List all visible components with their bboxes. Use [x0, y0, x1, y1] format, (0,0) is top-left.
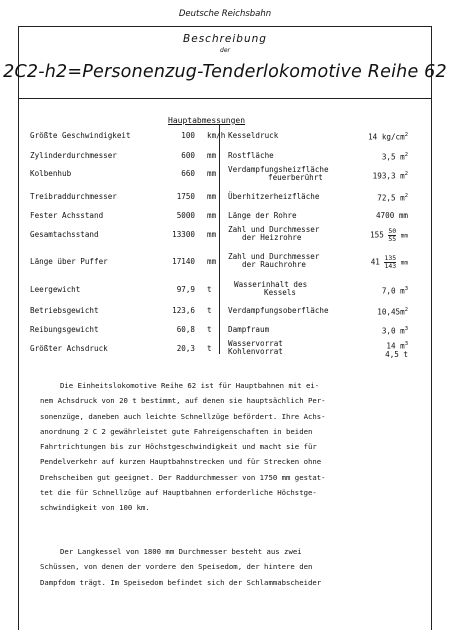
spec-unit: mm: [207, 230, 217, 239]
spec-label: Verdampfungsoberfläche: [228, 306, 329, 315]
text-line: Fahrtrichtungen bis zur Höchstgeschwindigkeit und macht sie für: [40, 442, 317, 452]
spec-label: Verdampfungsheizfläche feuerberührt: [228, 165, 329, 182]
spec-unit: t: [207, 325, 212, 334]
spec-value: 97,9: [176, 285, 195, 294]
document-type: Beschreibung: [183, 33, 267, 45]
spec-label: Größte Geschwindigkeit: [30, 131, 131, 140]
text-line: Dampfdom trägt. Im Speisedom befindet sich der Schlammabscheider: [40, 577, 322, 587]
spec-value: 660: [181, 169, 195, 178]
text-line: tet die für Schnellzüge auf Hauptbahnen erforderliche Höchstge-: [40, 488, 317, 498]
spec-label: Überhitzerheizfläche: [228, 192, 320, 201]
spec-unit: mm: [207, 257, 217, 266]
spec-label: Zylinderdurchmesser: [30, 151, 117, 160]
text-line: Schüssen, von denen der vordere den Speisedom, der hintere den: [40, 562, 313, 572]
spec-label: Zahl und Durchmesser der Heizrohre: [228, 225, 320, 242]
spec-value: 5000: [176, 211, 195, 220]
spec-value: $10,45m^2$: [377, 307, 408, 317]
spec-value: 13300: [172, 230, 195, 239]
spec-unit: mm: [207, 169, 217, 178]
spec-label: Wasserinhalt des Kessels: [234, 280, 308, 297]
spec-value: 600: [181, 151, 195, 160]
section-heading: Hauptabmessungen: [168, 116, 246, 125]
spec-value: 3,5 $m^2$: [381, 152, 408, 162]
spec-label: Zahl und Durchmesser der Rauchrohre: [228, 252, 320, 269]
text-line: anordnung 2 C 2 gewährleistet gute Fahreigenschaften in beiden: [40, 426, 313, 436]
text-line: nem Achsdruck von 20 t bestimmt, auf denen sie hauptsächlich Per-: [40, 396, 326, 406]
spec-value: 3,0 $m^3$: [381, 326, 408, 336]
spec-label: Länge über Puffer: [30, 257, 108, 266]
document-type-article: der: [220, 47, 230, 54]
description-paragraph: [40, 544, 410, 590]
spec-unit: t: [207, 285, 212, 294]
spec-unit: mm: [207, 151, 217, 160]
spec-label: Rostfläche: [228, 151, 274, 160]
spec-label: Dampfraum: [228, 325, 270, 334]
spec-label: Kolbenhub: [30, 169, 72, 178]
spec-label: Fester Achsstand: [30, 211, 104, 220]
spec-label: Leergewicht: [30, 285, 81, 294]
spec-unit: t: [207, 306, 212, 315]
text-line: schwindigkeit von 100 km.: [40, 503, 150, 513]
text-line: Der Langkessel von 1800 mm Durchmesser besteht aus zwei: [60, 547, 302, 556]
spec-unit: mm: [207, 192, 217, 201]
spec-value: 41 $\frac{135}{143}$ mm: [370, 254, 408, 270]
spec-value: 72,5 $m^2$: [377, 193, 408, 203]
organization-name: Deutsche Reichsbahn: [178, 9, 272, 19]
spec-value: 17140: [172, 257, 195, 266]
spec-value: 7,0 $m^3$: [381, 286, 408, 296]
spec-label: Länge der Rohre: [228, 211, 297, 220]
spec-value: 4700 mm: [375, 211, 408, 220]
spec-value: 1750: [176, 192, 195, 201]
text-line: Pendelverkehr auf kurzen Hauptbahnstrecken und für Strecken ohne: [40, 457, 322, 467]
title-divider: [18, 98, 432, 99]
spec-value: 14 $kg/cm^2$: [368, 132, 408, 142]
spec-label: Reibungsgewicht: [30, 325, 99, 334]
tube-diameter-fraction: $\frac{50}{55}$: [388, 227, 397, 243]
spec-value: 60,8: [176, 325, 195, 334]
column-divider: [219, 124, 220, 354]
spec-value: 193,3 $m^2$: [372, 171, 408, 181]
spec-value: 20,3: [176, 344, 195, 353]
spec-value: 155 $\frac{50}{55}$ mm: [370, 227, 408, 243]
spec-label: Größter Achsdruck: [30, 344, 108, 353]
spec-value: 100: [181, 131, 195, 140]
description-paragraph: [40, 378, 410, 516]
text-line: Die Einheitslokomotive Reihe 62 ist für Hauptbahnen mit ei-: [60, 381, 320, 390]
spec-label: Treibraddurchmesser: [30, 192, 117, 201]
spec-label: Gesamtachsstand: [30, 230, 99, 239]
tube-diameter-fraction: $\frac{135}{143}$: [384, 254, 397, 270]
spec-unit: km/h: [207, 131, 226, 140]
text-line: Drehscheiben gut geeignet. Der Raddurchmesser von 1750 mm gestat-: [40, 472, 326, 482]
spec-value: 14 $m^3$ 4,5 t: [385, 341, 408, 359]
spec-label: Betriebsgewicht: [30, 306, 99, 315]
spec-label: Kesseldruck: [228, 131, 279, 140]
spec-unit: t: [207, 344, 212, 353]
text-line: sonenzüge, daneben auch leichte Schnellzüge befördert. Ihre Achs-: [40, 411, 326, 421]
spec-value: 123,6: [172, 306, 195, 315]
spec-label: Wasservorrat Kohlenvorrat: [228, 339, 283, 356]
spec-unit: mm: [207, 211, 217, 220]
document-title: 2C2-h2=Personenzug-Tenderlokomotive Reihe 62: [3, 62, 447, 82]
